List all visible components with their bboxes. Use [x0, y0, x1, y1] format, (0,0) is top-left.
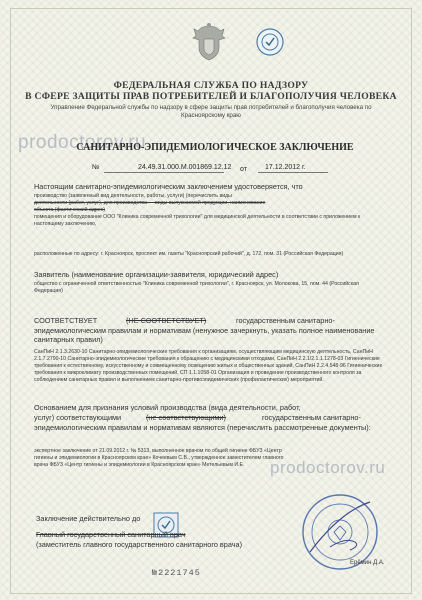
deputy-label: (заместитель главного государственного санитарного врача)	[36, 540, 243, 549]
rules-text: СанПиН 2.1.3.2630-10 Санитарно-эпидемиологические требования к организациям, осуществляющим медицинскую деятельность, СанПиН 2.1.7.2790-10 Санитарно-эпидемиологические требования к обращению с медицинскими отходами, СанПиН 2.2.1/2.1.1.1278-03 Гигиенические требования к естественному, искусственному и совмещенному освещению жилых и общественных зданий, СанПиН 2.2.4.548-96 Гигиенические требования к микроклимату производственных помещений, СП 1.1.1058-01 Организация и проведение производственного контроля за соблюдением санитарных правил и выполнением санитарно-противоэпидемических (профилактических) мероприятий.	[34, 349, 383, 383]
intro-text-2: производство (заявленный вид деятельности, работы, услуги) (перечислить виды	[34, 193, 232, 199]
basis-line-1: Основанием для признания условий производства (вида деятельности, работ,	[34, 403, 301, 412]
applicant-text: общество с ограниченной ответственностью "Клиника современной трихологии", г. Красноярск, ул. Молокова, 15, пом. 44 (Российская Федерация)	[34, 281, 359, 294]
conform-label: СООТВЕТСТВУЕТ	[34, 316, 98, 325]
signer-name: Ерёмин Д.А.	[350, 560, 385, 566]
certification-logo-icon	[256, 28, 284, 56]
watermark: prodoctorov.ru	[18, 132, 147, 153]
basis-not-conform: (не соответствующими)	[146, 413, 226, 422]
basis-line-4: эпидемиологическим правилам и нормативам являются (перечислить рассмотренные документы):	[34, 423, 371, 432]
conform-label-2: государственным санитарно-	[236, 316, 335, 325]
watermark: prodoctorov.ru	[270, 458, 386, 477]
header-line-2: В СФЕРЕ ЗАЩИТЫ ПРАВ ПОТРЕБИТЕЛЕЙ И БЛАГОПОЛУЧИЯ ЧЕЛОВЕКА	[25, 91, 397, 102]
basis-line-3: государственным санитарно-	[262, 413, 361, 422]
intro-text-3: деятельности (работ, услуг), для производства — виды выпускаемой продукции, наименование	[34, 200, 266, 206]
number-label: №	[92, 164, 100, 171]
coat-of-arms-icon	[190, 22, 228, 62]
document-date: 17.12.2012 г.	[265, 164, 306, 171]
document-number: 24.49.31.000.М.001869.12.12	[138, 164, 232, 171]
date-label: от	[240, 166, 247, 173]
valid-until-label: Заключение действительно до	[36, 514, 141, 523]
address-text: расположенные по адресу: г. Красноярск, проспект им. газеты "Красноярский рабочий", д. 172, пом. 31 (Российская Федерация)	[34, 251, 344, 257]
header-line-1: ФЕДЕРАЛЬНАЯ СЛУЖБА ПО НАДЗОРУ	[113, 80, 309, 91]
basis-line-2: услуг) соответствующими	[34, 413, 122, 422]
date-underline	[258, 172, 328, 173]
applicant-label: Заявитель (наименование организации-заявителя, юридический адрес)	[34, 270, 279, 279]
form-serial-number: №2221745	[152, 568, 201, 578]
intro-text: Настоящим санитарно-эпидемиологическим заключением удостоверяется, что	[34, 182, 303, 191]
header-subtitle: Управление Федеральной службы по надзору в сфере защиты прав потребителей и благополучия человека по Красноярскому краю	[50, 104, 372, 119]
document-title: САНИТАРНО-ЭПИДЕМИОЛОГИЧЕСКОЕ ЗАКЛЮЧЕНИЕ	[76, 142, 354, 153]
expert-text: экспертное заключение от 21.09.2012 г. № 5313, выполненное врачом по общей гигиене ФБУЗ «Центр гигиены и эпидемиологии в Красноярском крае» Кочеевым С.В., утвержденное заместителем главного врача ФБУЗ «Центр гигиены и эпидемиологии в Красноярском крае» Метельевым И.Е.	[34, 448, 284, 468]
premises-text: помещения и оборудование ООО "Клиника современной трихологии" для медицинской деятельности в соответствии с приложением к настоящему заключению,	[34, 214, 361, 227]
number-underline	[104, 172, 224, 173]
not-conform-label: (НЕ СООТВЕТСТВУЕТ)	[126, 316, 207, 325]
conform-label-3: эпидемиологическим правилам и нормативам (ненужное зачеркнуть, указать полное наименование санитарных правил)	[34, 326, 375, 344]
chief-doctor-label: Главный государственный санитарный врач	[36, 530, 186, 539]
intro-text-4: объекта (фактический адрес)	[34, 207, 105, 213]
